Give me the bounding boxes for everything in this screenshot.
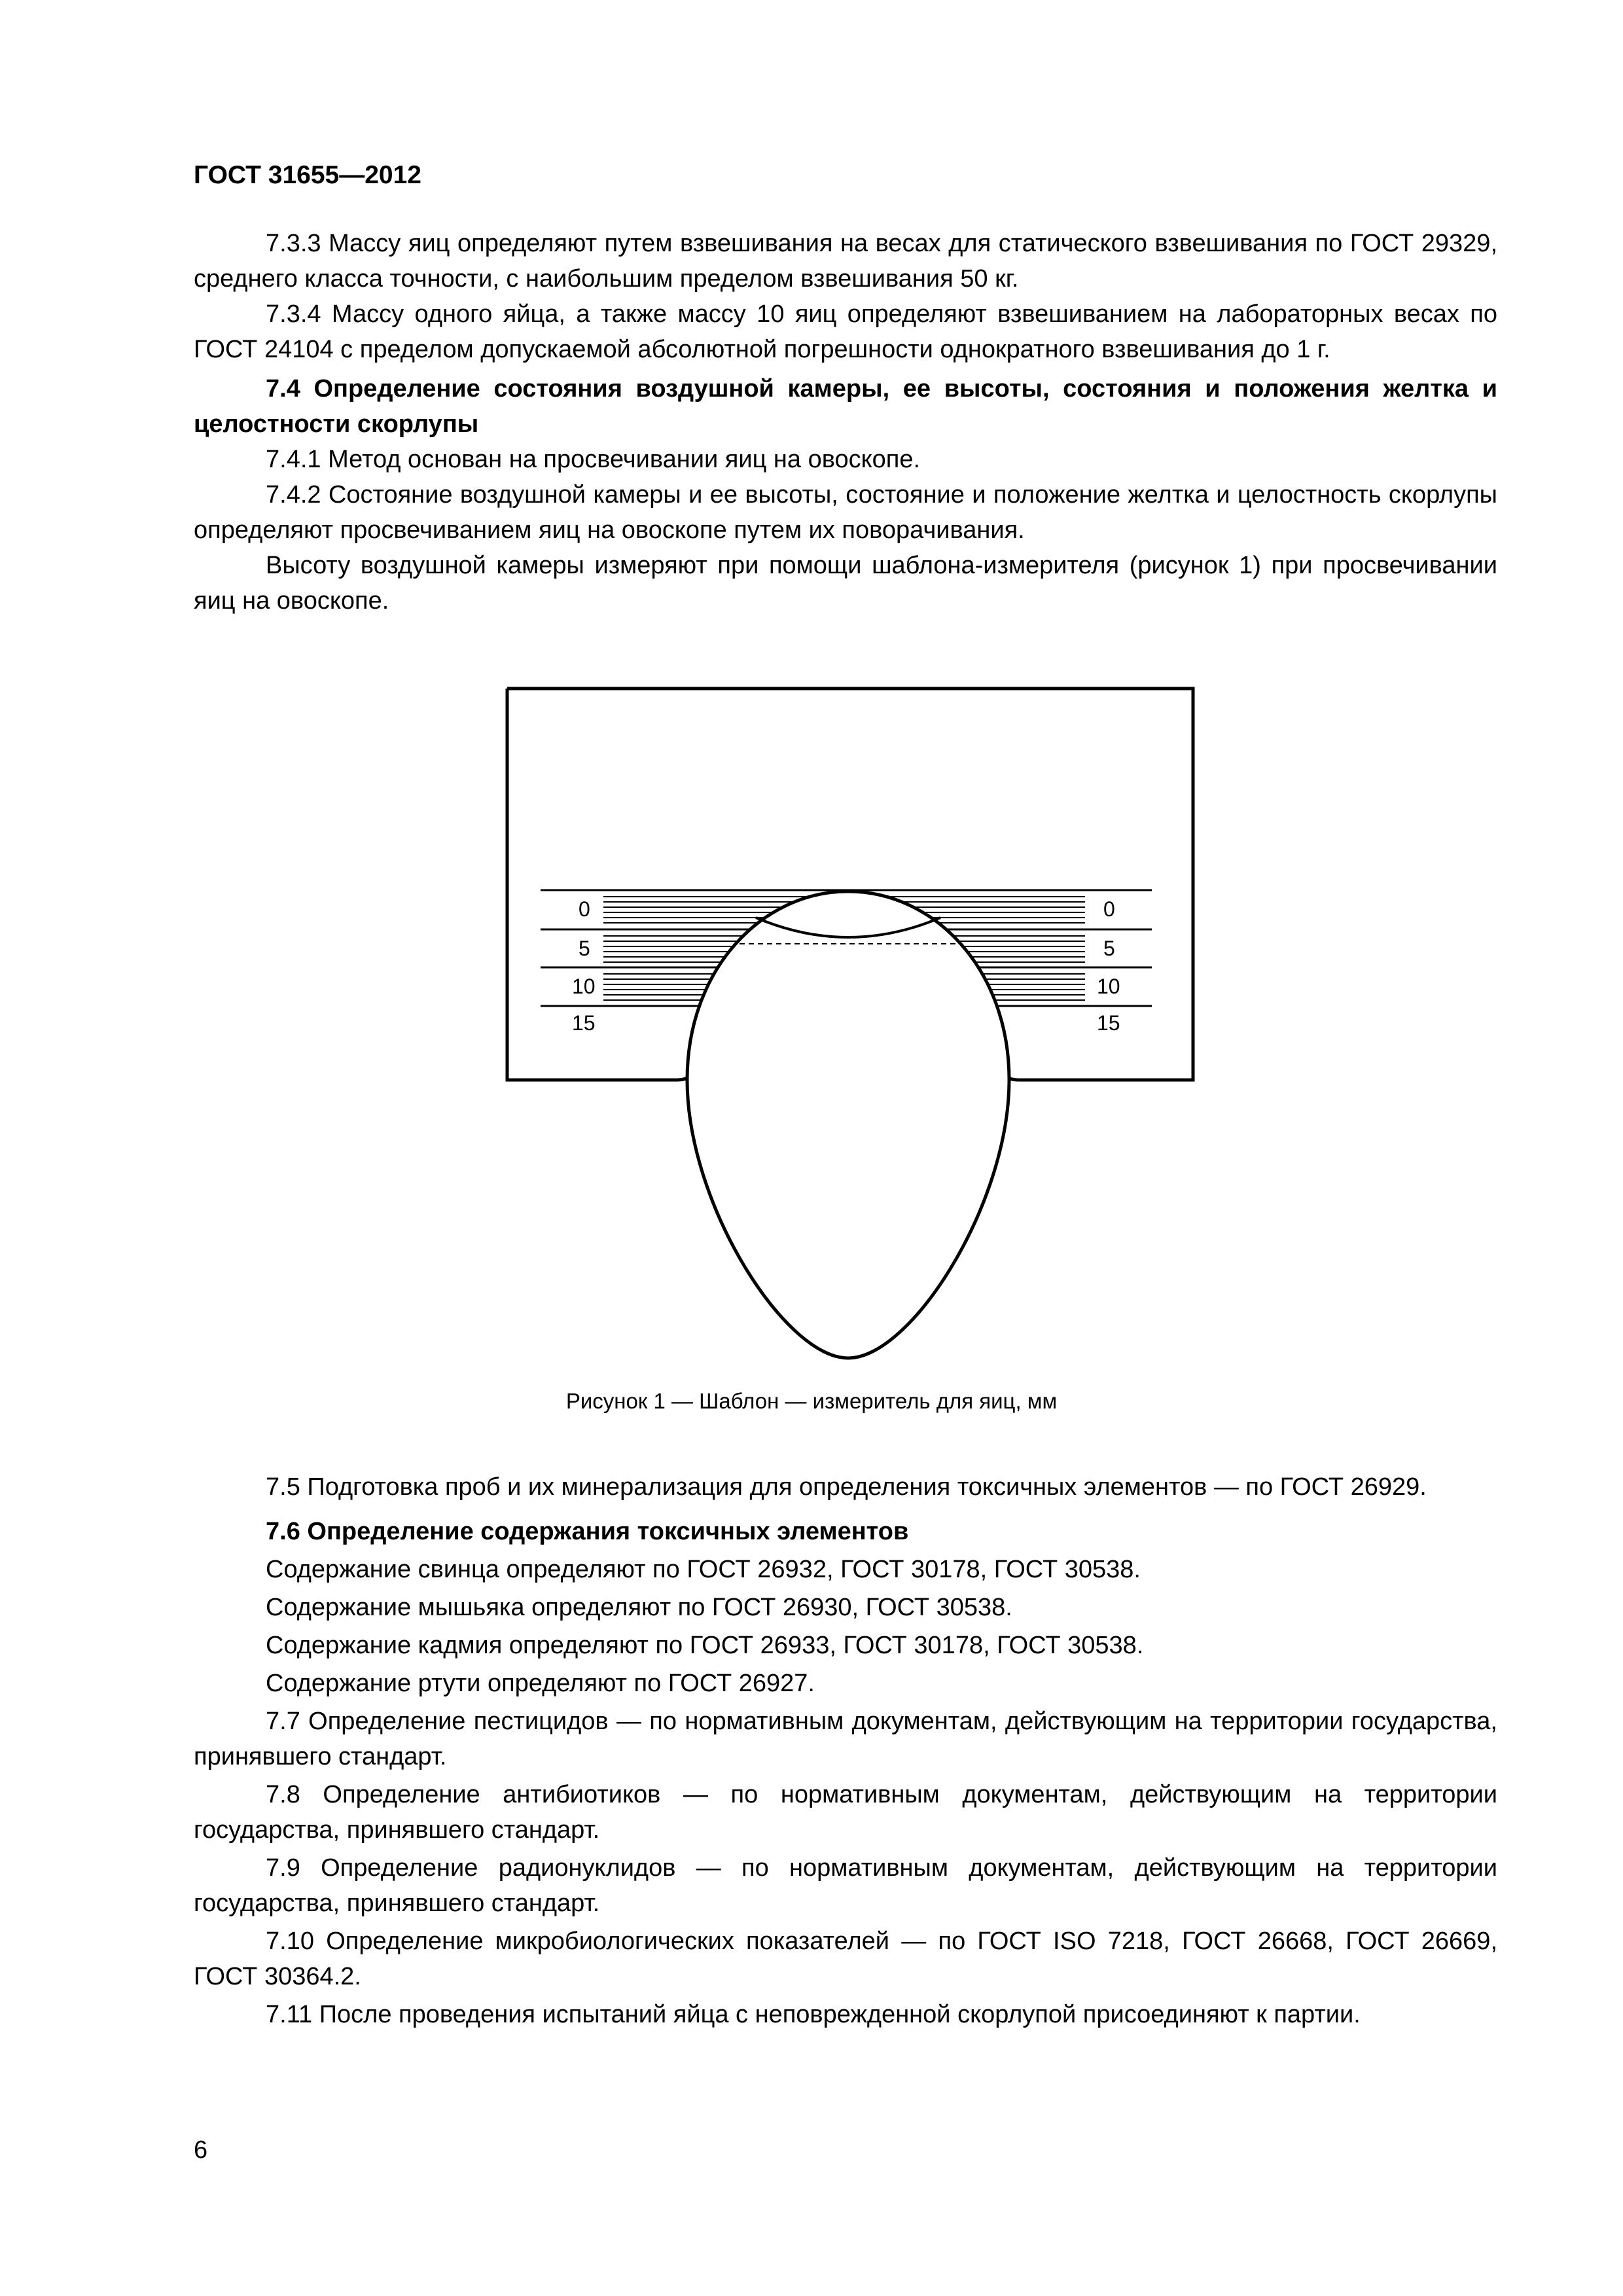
page-number: 6 [194,2136,208,2164]
paragraph-7-5: 7.5 Подготовка проб и их минерализация для определения токсичных элементов — по ГОСТ 26929. [266,1473,1427,1501]
section-heading-7-4: 7.4 Определение состояния воздушной камеры, ее высоты, состояния и положения желтка и целостности скорлупы [194,375,1497,438]
figure-caption: Рисунок 1 — Шаблон — измеритель для яиц, мм [565,1389,1058,1413]
section-heading-7-6: 7.6 Определение содержания токсичных элементов [266,1518,909,1545]
paragraph-arsenic: Содержание мышьяка определяют по ГОСТ 26930, ГОСТ 30538. [266,1594,1012,1621]
paragraph-7-7: 7.7 Определение пестицидов — по нормативным документам, действующим на территории государства, принявшего стандарт. [194,1708,1497,1770]
paragraph-7-3-4: 7.3.4 Массу одного яйца, а также массу 10 яиц определяют взвешиванием на лабораторных весах по ГОСТ 24104 с пределом допускаемой абсолютной погрешности однократного взвешивания до 1 г. [194,300,1497,363]
paragraph-7-3-3: 7.3.3 Массу яиц определяют путем взвешивания на весах для статического взвешивания по ГОСТ 29329, среднего класса точности, с наибольшим пределом взвешивания 50 кг. [194,230,1497,293]
paragraph-7-8: 7.8 Определение антибиотиков — по нормативным документам, действующим на территории государства, принявшего стандарт. [194,1781,1497,1844]
text-block-bottom [194,1469,1497,2032]
scale-right-0: 0 [1103,897,1115,921]
document-header: ГОСТ 31655—2012 [194,161,421,189]
scale-left-15: 15 [572,1011,596,1035]
paragraph-lead: Содержание свинца определяют по ГОСТ 26932, ГОСТ 30178, ГОСТ 30538. [266,1556,1141,1583]
paragraph-air-chamber: Высоту воздушной камеры измеряют при помощи шаблона-измерителя (рисунок 1) при просвечивании яиц на овоскопе. [194,552,1497,615]
paragraph-7-11: 7.11 После проведения испытаний яйца с неповрежденной скорлупой присоединяют к партии. [266,2001,1361,2028]
scale-left-10: 10 [572,975,596,998]
scale-right-10: 10 [1097,975,1120,998]
scale-right-15: 15 [1097,1011,1120,1035]
paragraph-7-4-1: 7.4.1 Метод основан на просвечивании яиц на овоскопе. [266,446,921,473]
paragraph-7-10: 7.10 Определение микробиологических показателей — по ГОСТ ISO 7218, ГОСТ 26668, ГОСТ 26669, ГОСТ 30364.2. [194,1928,1497,1990]
paragraph-7-9: 7.9 Определение радионуклидов — по нормативным документам, действующим на территории государства, принявшего стандарт. [194,1854,1497,1917]
paragraph-cadmium: Содержание кадмия определяют по ГОСТ 26933, ГОСТ 30178, ГОСТ 30538. [266,1632,1144,1659]
paragraph-7-4-2: 7.4.2 Состояние воздушной камеры и ее высоты, состояние и положение желтка и целостность скорлупы определяют просвечиванием яиц на овоскопе путем их поворачивания. [194,481,1497,544]
scale-right-5: 5 [1103,937,1115,960]
scale-left-0: 0 [579,897,590,921]
egg-shape [687,891,1009,1358]
scale-left-5: 5 [579,937,590,960]
paragraph-mercury: Содержание ртути определяют по ГОСТ 26927. [266,1670,815,1697]
